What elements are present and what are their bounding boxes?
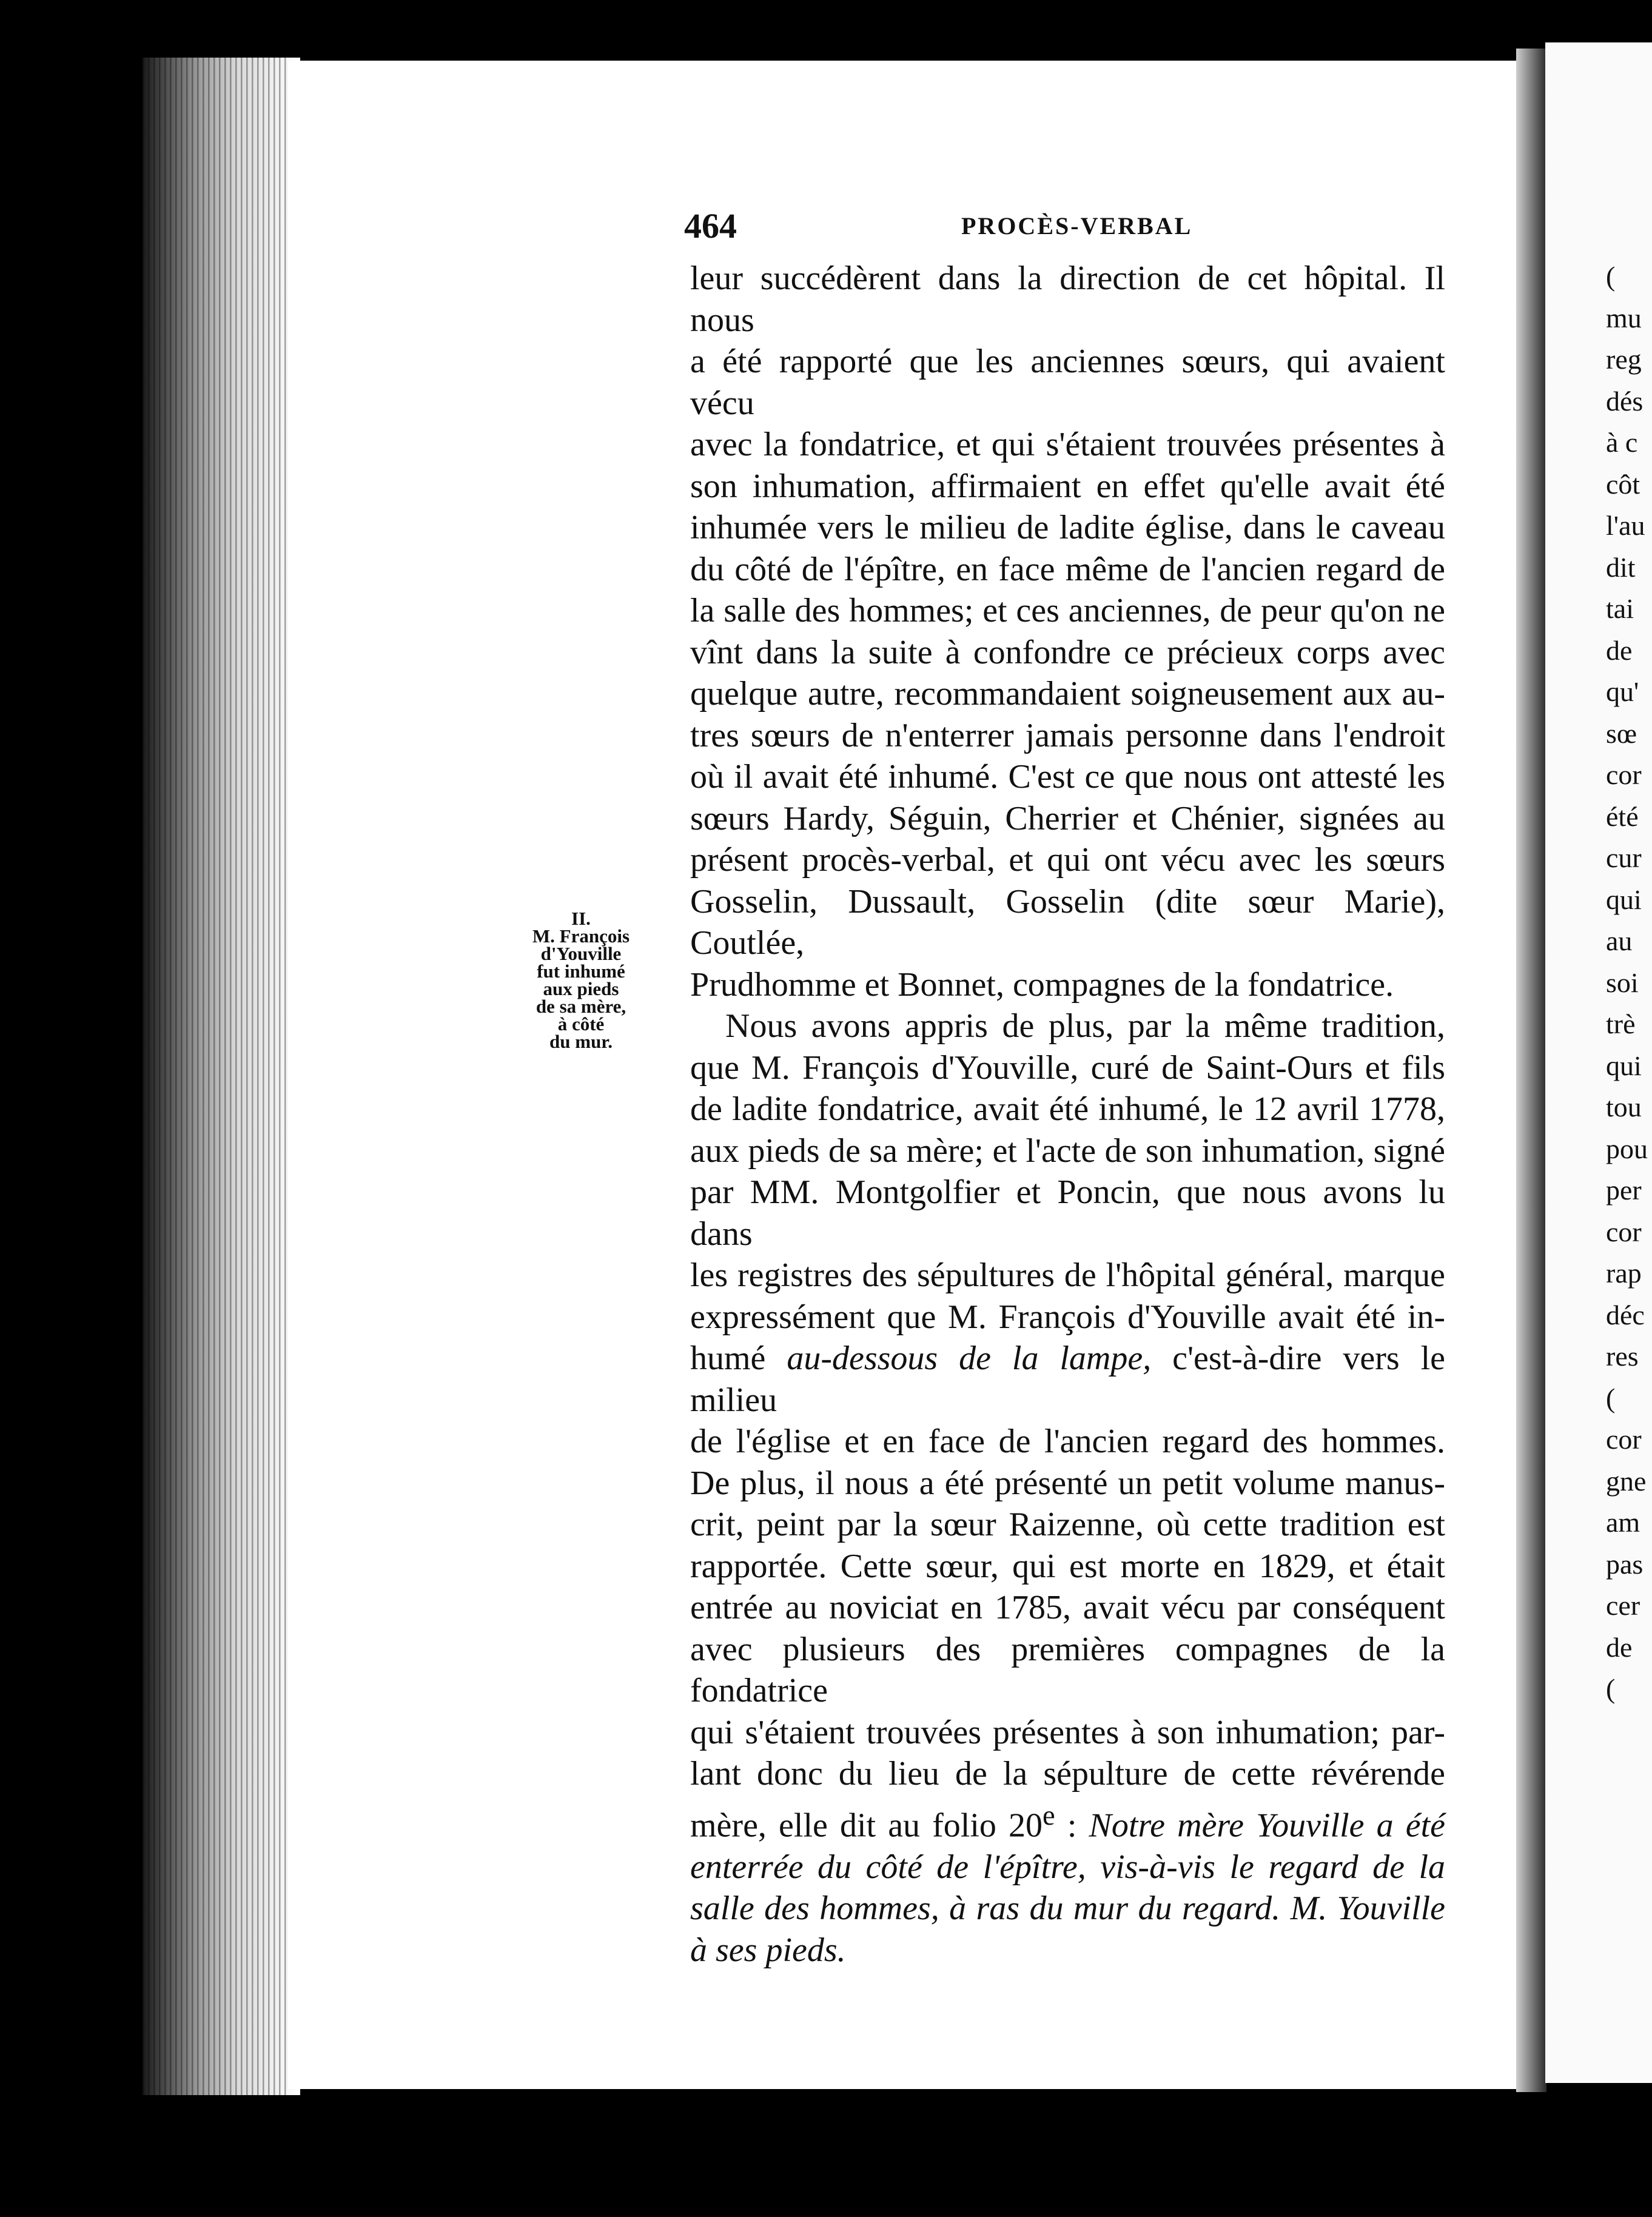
text-line: les registres des sépultures de l'hôpital général, marque [690, 1256, 1445, 1294]
text-line-quote [690, 1888, 1445, 1930]
fragment-line: au [1606, 925, 1633, 956]
text-line: avec la fondatrice, et qui s'étaient trouvées présentes à [690, 426, 1445, 463]
fragment-line: mu [1606, 302, 1642, 334]
text-line-quote-start [690, 1795, 1445, 1846]
text-line-italic-phrase [690, 1338, 1445, 1421]
text-line: son inhumation, affirmaient en effet qu'elle avait été [690, 467, 1445, 505]
text-line: Prudhomme et Bonnet, compagnes de la fondatrice. [690, 965, 1394, 1004]
fragment-line: cor [1606, 1216, 1642, 1247]
page-number: 464 [684, 206, 737, 246]
margin-note-line: du mur. [549, 1031, 613, 1052]
fragment-line: trè [1606, 1008, 1636, 1039]
text-line: lant donc du lieu de la sépulture de cette révérende [690, 1755, 1445, 1793]
fragment-line: dés [1606, 385, 1644, 417]
fragment-line: de [1606, 1631, 1633, 1663]
text-line: leur succédèrent dans la direction de cet hôpital. Il nous [690, 260, 1445, 339]
margin-note-line: aux pieds [543, 978, 619, 999]
text-line: de l'église et en face de l'ancien regard des hommes. [690, 1423, 1445, 1460]
fragment-line: am [1606, 1507, 1640, 1538]
fragment-line: l'au [1606, 510, 1645, 541]
fragment-line: qu' [1606, 676, 1639, 707]
text-line: présent procès-verbal, et qui ont vécu avec les sœurs [690, 841, 1445, 879]
text-line: où il avait été inhumé. C'est ce que nous ont attesté les [690, 758, 1445, 796]
facing-page-text [1606, 256, 1652, 1710]
text-run: c'est-à-dire vers le milieu [690, 1340, 1445, 1419]
superscript: e [1043, 1799, 1055, 1831]
fragment-line: cor [1606, 759, 1642, 790]
margin-note [508, 910, 654, 1050]
text-line: que M. François d'Youville, curé de Saint-Ours et fils [690, 1048, 1445, 1087]
text-line: Nous avons appris de plus, par la même tradition, [725, 1007, 1445, 1045]
text-line: entrée au noviciat en 1785, avait vécu par conséquent [690, 1589, 1445, 1626]
text-run: mère, elle dit au folio 20 [690, 1806, 1043, 1845]
text-run: : [1055, 1806, 1089, 1845]
italic-quote: Notre mère Youville a été [1089, 1806, 1445, 1845]
text-line: Gosselin, Dussault, Gosselin (dite sœur Marie), Coutlée, [690, 882, 1445, 962]
fragment-line: dit [1606, 551, 1636, 583]
italic-quote: salle des hommes, à ras du mur du regard. M. Youville [690, 1890, 1445, 1928]
fragment-line: rap [1606, 1258, 1642, 1289]
fragment-line: tou [1606, 1092, 1642, 1122]
text-line: De plus, il nous a été présenté un petit volume manus- [690, 1464, 1445, 1502]
text-line: qui s'étaient trouvées présentes à son inhumation; par- [690, 1713, 1445, 1751]
running-head: PROCÈS-VERBAL [961, 212, 1193, 240]
text-line: par MM. Montgolfier et Poncin, que nous avons lu dans [690, 1173, 1445, 1253]
fragment-line: per [1606, 1175, 1642, 1206]
text-line: du côté de l'épître, en face même de l'ancien regard de [690, 550, 1445, 588]
fragment-line: sœ [1606, 717, 1637, 749]
text-line: a été rapporté que les anciennes sœurs, qui avaient vécu [690, 343, 1445, 422]
text-line: de ladite fondatrice, avait été inhumé, le 12 avril 1778, [690, 1090, 1445, 1128]
fragment-line: pas [1606, 1548, 1644, 1580]
body-text [690, 258, 1445, 1971]
margin-note-line: d'Youville [540, 943, 622, 964]
fragment-line: été [1606, 800, 1639, 832]
text-line-quote [690, 1846, 1445, 1888]
italic-quote: à ses pieds. [690, 1931, 846, 1969]
text-line: sœurs Hardy, Séguin, Cherrier et Chénier, signées au [690, 799, 1445, 837]
fragment-line: gne [1606, 1465, 1647, 1497]
text-line: rapportée. Cette sœur, qui est morte en 1829, et était [690, 1547, 1445, 1585]
fragment-line: cor [1606, 1424, 1642, 1455]
text-line: crit, peint par la sœur Raizenne, où cette tradition est [690, 1506, 1445, 1543]
fragment-line: qui [1606, 884, 1642, 915]
fragment-line: ( [1606, 1382, 1616, 1414]
fragment-line: cer [1606, 1590, 1640, 1621]
text-line: quelque autre, recommandaient soigneusement aux au- [690, 675, 1445, 713]
margin-note-line: à côté [557, 1013, 605, 1035]
fragment-line: soi [1606, 967, 1639, 998]
margin-note-line: fut inhumé [537, 961, 625, 982]
fragment-line: pou [1606, 1133, 1648, 1164]
italic-quote: enterrée du côté de l'épître, vis-à-vis le regard de la [690, 1848, 1445, 1886]
text-line: vînt dans la suite à confondre ce précieux corps avec [690, 633, 1445, 671]
text-line: tres sœurs de n'enterrer jamais personne dans l'endroit [690, 716, 1445, 754]
italic-phrase: au-dessous de la lampe, [787, 1340, 1152, 1377]
margin-note-line: II. [571, 908, 591, 929]
fragment-line: res [1606, 1341, 1639, 1372]
text-line: inhumée vers le milieu de ladite église, dans le caveau [690, 509, 1445, 546]
text-line: aux pieds de sa mère; et l'acte de son inhumation, signé [690, 1132, 1445, 1170]
fragment-line: cur [1606, 842, 1642, 873]
page-edge-streaks [143, 58, 288, 2095]
text-line: avec plusieurs des premières compagnes de la fondatrice [690, 1630, 1445, 1709]
text-line-quote [690, 1930, 1445, 1971]
fragment-line: ( [1606, 1673, 1616, 1704]
fragment-line: tai [1606, 593, 1634, 624]
fragment-line: à c [1606, 427, 1638, 458]
text-line: la salle des hommes; et ces anciennes, de peur qu'on ne [690, 592, 1445, 629]
fragment-line: ( [1606, 261, 1616, 292]
margin-note-line: de sa mère, [536, 996, 626, 1017]
fragment-line: qui [1606, 1050, 1642, 1081]
text-line: expressément que M. François d'Youville avait été in- [690, 1298, 1445, 1336]
text-run: humé [690, 1340, 787, 1377]
paragraph-2 [690, 1005, 1445, 1971]
fragment-line: déc [1606, 1299, 1645, 1330]
paragraph-1 [690, 258, 1445, 1005]
fragment-line: de [1606, 634, 1633, 666]
fragment-line: côt [1606, 468, 1640, 500]
fragment-line: reg [1606, 344, 1642, 375]
margin-note-line: M. François [532, 925, 630, 947]
gutter-shadow [1516, 49, 1546, 2092]
